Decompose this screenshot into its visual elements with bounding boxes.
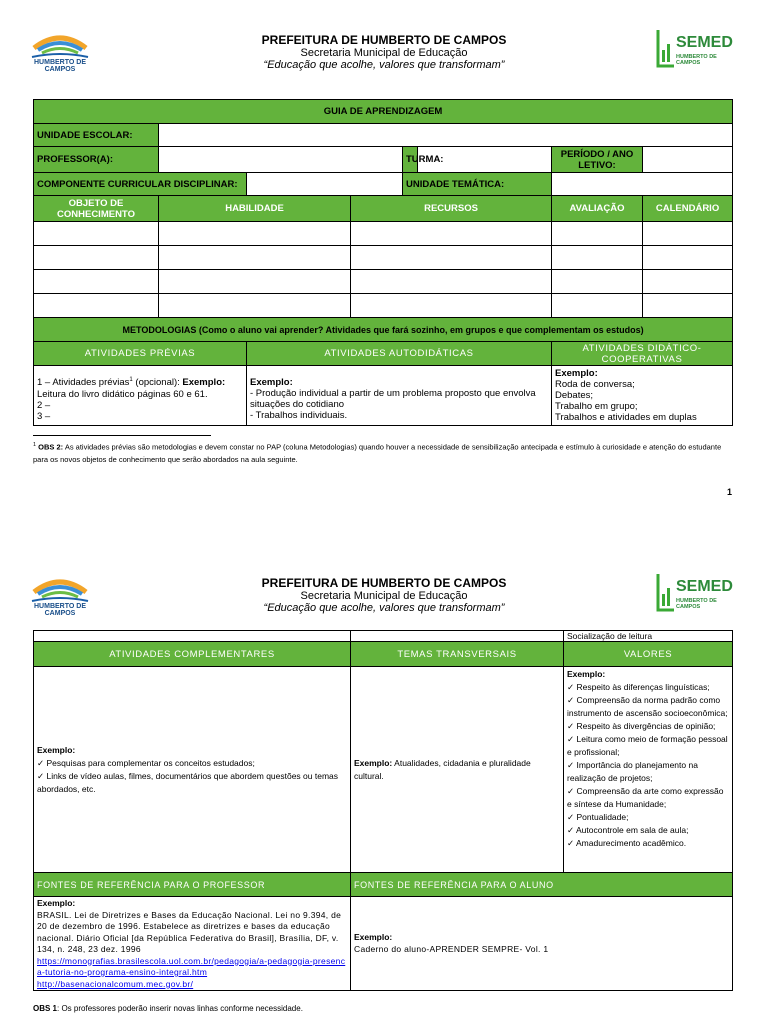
coop-item: Trabalho em grupo;: [555, 401, 638, 412]
periodo-label: PERÍODO / ANO LETIVO:: [552, 147, 643, 173]
col-calendario-header: CALENDÁRIO: [643, 196, 733, 222]
valores-item: ✓ Respeito às divergências de opinião;: [567, 721, 716, 731]
prof-link-monografias[interactable]: https://monografias.brasilescola.uol.com.br/pedagogia/a-pedagogia-presenca-tutoria-no-programa-ensino-integral.htm: [37, 955, 346, 977]
fontes-aluno-header: FONTES DE REFERÊNCIA PARA O ALUNO: [351, 873, 733, 897]
obs-label: OBS 1: [33, 1004, 58, 1013]
previas-line1-c: Leitura do livro didático páginas 60 e 61.: [37, 388, 208, 400]
temas-exemplo: Exemplo:: [354, 757, 393, 768]
atividades-complementares-cell[interactable]: [34, 667, 351, 873]
unidade-escolar-field[interactable]: [159, 124, 733, 147]
prof-link-bncc[interactable]: http://basenacionalcomum.mec.gov.br/: [37, 978, 194, 989]
header-title: PREFEITURA DE HUMBERTO DE CAMPOS: [261, 33, 507, 47]
fontes-professor-cell[interactable]: [34, 897, 351, 991]
prof-reference: BRASIL. Lei de Diretrizes e Bases da Educação Nacional. Lei no 9.394, de 20 de dezembro de 1996. Estabelece as diretrizes e bases da educação nacional. Diário Oficial [da República Federativa do Brasil], Brasília, DF, v. 134, n. 248, 23 dez. 1996: [37, 909, 342, 954]
header-motto: “Educação que acolhe, valores que transformam”: [263, 59, 505, 71]
fontes-professor-header: FONTES DE REFERÊNCIA PARA O PROFESSOR: [34, 873, 351, 897]
professor-label: PROFESSOR(A):: [34, 147, 159, 173]
coop-item: Debates;: [555, 390, 594, 401]
col-avaliacao-header: AVALIAÇÃO: [552, 196, 643, 222]
table-cell[interactable]: [34, 294, 159, 318]
atividades-autodidaticas-cell[interactable]: [247, 366, 552, 426]
semed-logo-text: SEMED: [676, 34, 733, 51]
valores-cell[interactable]: [564, 667, 733, 873]
table-cell[interactable]: [159, 222, 351, 246]
page-header: [0, 33, 768, 71]
footnote-label: OBS 2:: [38, 442, 64, 452]
componente-field[interactable]: [247, 173, 403, 196]
left-logo-text: HUMBERTO DE CAMPOS: [34, 603, 86, 617]
table-cell[interactable]: [643, 246, 733, 270]
previas-line2: 2 –: [37, 399, 51, 411]
professor-field[interactable]: [159, 147, 403, 173]
table-cell[interactable]: [34, 270, 159, 294]
unidade-tematica-field[interactable]: [552, 173, 733, 196]
footnote-number: 1: [33, 442, 37, 448]
aluno-exemplo: Exemplo:: [354, 932, 393, 942]
table-cell[interactable]: [351, 631, 564, 642]
temas-transversais-header: TEMAS TRANSVERSAIS: [351, 642, 564, 667]
semed-logo-text: SEMED: [676, 578, 733, 595]
valores-item: ✓ Pontualidade;: [567, 812, 629, 822]
previas-exemplo: Exemplo:: [182, 377, 226, 389]
coop-item: Trabalhos e atividades em duplas: [555, 412, 697, 423]
table-cell[interactable]: [351, 222, 552, 246]
atividades-complementares-header: ATIVIDADES COMPLEMENTARES: [34, 642, 351, 667]
valores-item: ✓ Compreensão da norma padrão como instrumento de ascensão socioeconômica;: [567, 695, 728, 718]
table-cell[interactable]: [643, 222, 733, 246]
table-cell[interactable]: [159, 270, 351, 294]
table-cell[interactable]: [552, 294, 643, 318]
socializacao-text: Socialização de leitura: [564, 631, 733, 642]
page-number: 1: [727, 487, 733, 497]
col-objeto-header: OBJETO DE CONHECIMENTO: [34, 196, 159, 222]
header-title: PREFEITURA DE HUMBERTO DE CAMPOS: [261, 576, 507, 590]
obs-note: [33, 1004, 303, 1013]
table-cell[interactable]: [643, 294, 733, 318]
page-header: [0, 576, 768, 614]
previas-line3: 3 –: [37, 410, 51, 422]
atividades-cooperativas-header: ATIVIDADES DIDÁTICO-COOPERATIVAS: [552, 342, 733, 366]
periodo-field[interactable]: [643, 147, 733, 173]
learning-guide-table: [33, 99, 733, 426]
col-habilidade-header: HABILIDADE: [159, 196, 351, 222]
unidade-escolar-label: UNIDADE ESCOLAR:: [34, 124, 159, 147]
atividades-previas-cell[interactable]: [34, 366, 247, 426]
valores-item: ✓ Autocontrole em sala de aula;: [567, 825, 689, 835]
auto-exemplo: Exemplo:: [250, 376, 293, 388]
table-cell[interactable]: [351, 294, 552, 318]
comp-item: ✓ Links de vídeo aulas, filmes, documentários que abordem questões ou temas abordados, etc.: [37, 770, 339, 794]
guide-title: GUIA DE APRENDIZAGEM: [34, 100, 733, 124]
turma-label: TURMA:: [403, 147, 418, 173]
componente-label: COMPONENTE CURRICULAR DISCIPLINAR:: [34, 173, 247, 196]
temas-transversais-cell[interactable]: [351, 667, 564, 873]
table-cell[interactable]: [643, 270, 733, 294]
table-cell[interactable]: [552, 222, 643, 246]
previas-line1-a: 1 – Atividades prévias: [37, 377, 130, 389]
table-row: [34, 270, 733, 294]
auto-line1: - Produção individual a partir de um problema proposto que envolva situações do cotidiano: [250, 387, 536, 410]
valores-item: ✓ Amadurecimento acadêmico.: [567, 838, 687, 848]
valores-item: ✓ Leitura como meio de formação pessoal e profissional;: [567, 734, 728, 757]
learning-guide-table-continued: [33, 630, 733, 991]
valores-exemplo: Exemplo:: [567, 669, 606, 679]
header-motto: “Educação que acolhe, valores que transformam”: [263, 602, 505, 614]
header-subtitle: Secretaria Municipal de Educação: [300, 47, 468, 59]
table-cell[interactable]: [34, 631, 351, 642]
prof-exemplo: Exemplo:: [37, 898, 76, 908]
valores-header: VALORES: [564, 642, 733, 667]
temas-text: Atualidades, cidadania e pluralidade cultural.: [354, 757, 531, 781]
table-cell[interactable]: [351, 246, 552, 270]
table-cell[interactable]: [34, 222, 159, 246]
table-cell[interactable]: [159, 294, 351, 318]
valores-item: ✓ Importância do planejamento na realização de projetos;: [567, 760, 698, 783]
table-row: [34, 246, 733, 270]
table-cell[interactable]: [351, 270, 552, 294]
coop-exemplo: Exemplo:: [555, 368, 598, 379]
atividades-previas-header: ATIVIDADES PRÉVIAS: [34, 342, 247, 366]
obs-text: : Os professores poderão inserir novas linhas conforme necessidade.: [57, 1004, 303, 1013]
atividades-autodidaticas-header: ATIVIDADES AUTODIDÁTICAS: [247, 342, 552, 366]
previas-footnote-ref: 1: [129, 377, 133, 384]
col-recursos-header: RECURSOS: [351, 196, 552, 222]
coop-item: Roda de conversa;: [555, 379, 635, 390]
table-cell[interactable]: [159, 246, 351, 270]
semed-logo-subtext: HUMBERTO DE CAMPOS: [676, 598, 717, 610]
header-subtitle: Secretaria Municipal de Educação: [300, 590, 468, 602]
comp-exemplo: Exemplo:: [37, 744, 76, 755]
table-cell[interactable]: [34, 246, 159, 270]
footnote-divider: [33, 435, 211, 436]
fontes-aluno-cell[interactable]: [351, 897, 733, 991]
atividades-cooperativas-cell[interactable]: [552, 366, 733, 426]
table-cell[interactable]: [552, 270, 643, 294]
unidade-tematica-label: UNIDADE TEMÁTICA:: [403, 173, 552, 196]
valores-item: ✓ Respeito às diferenças linguísticas;: [567, 682, 710, 692]
metodologias-header: METODOLOGIAS (Como o aluno vai aprender? Atividades que fará sozinho, em grupos e que complementam os estudos): [34, 318, 733, 342]
footnote-text: As atividades prévias são metodologias e devem constar no PAP (coluna Metodologias) quando houver a necessidade de sensibilização antecipada e estímulo à curiosidade e atenção do estudante para os novos objetos de conhecimento que serão abordados na aula seguinte.: [33, 442, 722, 464]
auto-line2: - Trabalhos individuais.: [250, 409, 348, 421]
previas-line1-b: (opcional):: [132, 377, 183, 389]
left-logo-text: HUMBERTO DE CAMPOS: [34, 59, 86, 73]
table-cell[interactable]: [552, 246, 643, 270]
aluno-text: Caderno do aluno-APRENDER SEMPRE- Vol. 1: [354, 943, 549, 954]
table-row: [34, 222, 733, 246]
footnote: [33, 439, 733, 466]
semed-logo-subtext: HUMBERTO DE CAMPOS: [676, 54, 717, 66]
table-row: [34, 294, 733, 318]
comp-item: ✓ Pesquisas para complementar os conceitos estudados;: [37, 757, 255, 768]
valores-item: ✓ Compreensão da arte como expressão e síntese da Humanidade;: [567, 786, 724, 809]
